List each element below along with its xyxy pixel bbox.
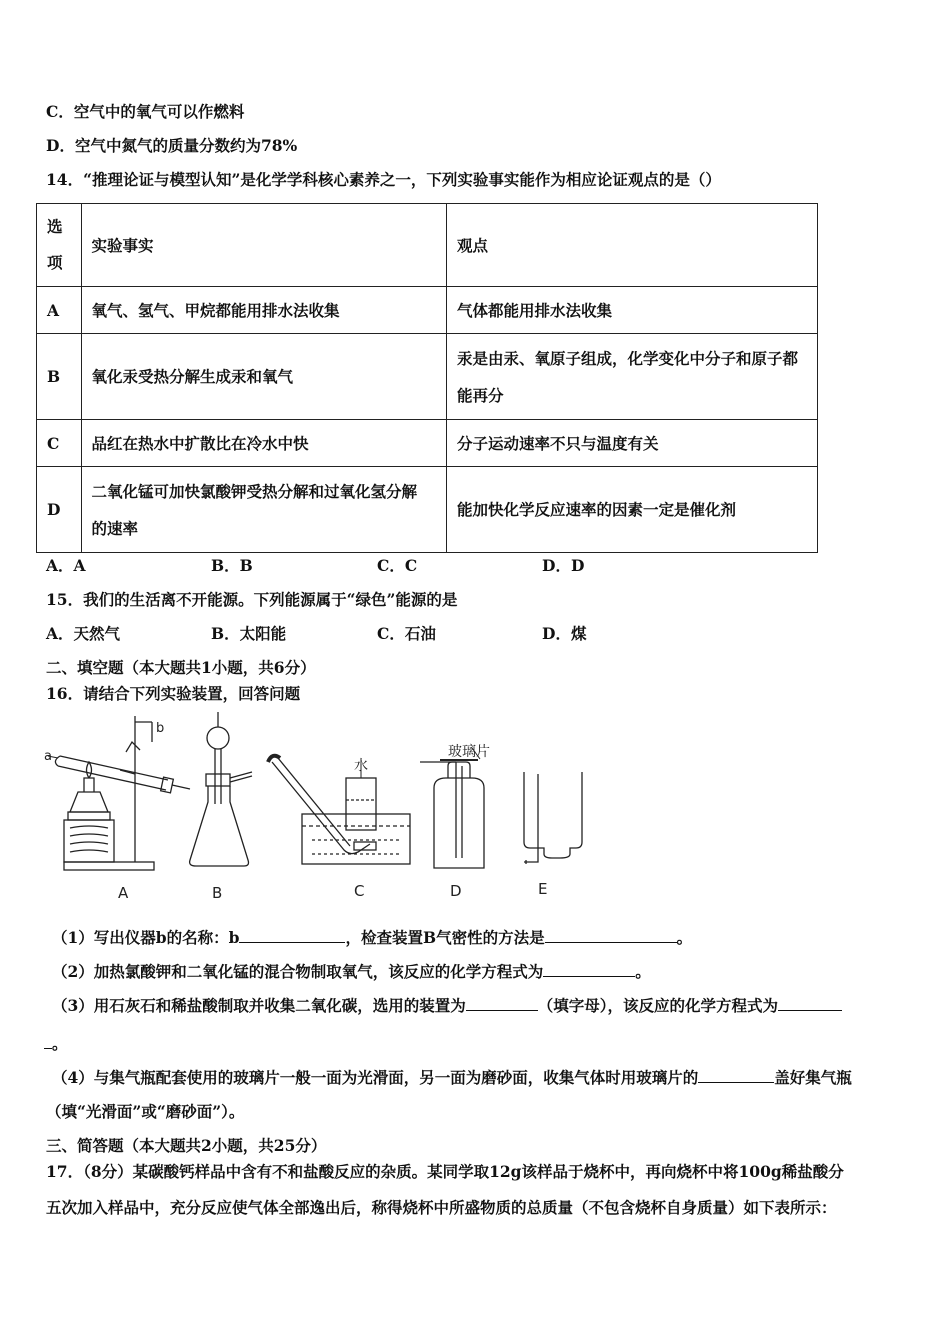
q15-choice-b: B．太阳能 — [211, 624, 287, 643]
answer-blank[interactable] — [545, 926, 677, 943]
q14-table-header — [37, 204, 818, 287]
q16-part1 — [52, 926, 692, 948]
q17-line2: 五次加入样品中，充分反应使气体全部逸出后，称得烧杯中所盛物质的总质量（不包含烧杯自身质量）如下表所示： — [46, 1198, 837, 1217]
label-b: b — [156, 721, 165, 736]
label-water: 水 — [354, 758, 368, 774]
apparatus-c-drawing — [268, 756, 410, 864]
apparatus-d-drawing — [420, 748, 484, 868]
apparatus-b-drawing — [190, 712, 252, 866]
row-option: C — [47, 433, 60, 453]
q13-option-c: C．空气中的氧气可以作燃料 — [46, 102, 245, 121]
apparatus-e-drawing — [524, 772, 582, 864]
q16-part4-text-a: （4）与集气瓶配套使用的玻璃片一般一面为光滑面，另一面为磨砂面，收集气体时用玻璃片的 — [52, 1068, 699, 1087]
q16-part4 — [52, 1066, 852, 1088]
row-view: 分子运动速率不只与温度有关 — [457, 433, 659, 453]
q14-table — [36, 203, 818, 553]
answer-blank[interactable] — [543, 960, 635, 977]
q15-choice-c: C．石油 — [377, 624, 436, 643]
row-option: B — [47, 367, 61, 386]
row-view: 汞是由汞、氧原子组成，化学变化中分子和原子都能再分 — [457, 348, 799, 405]
table-row — [37, 420, 818, 467]
q14-choice-b: B．B — [211, 556, 253, 575]
app-label-c: C — [354, 882, 365, 900]
q15-choice-a: A．天然气 — [46, 624, 121, 643]
q13-option-d: D．空气中氮气的质量分数约为78% — [46, 136, 298, 155]
section2-title: 二、填空题（本大题共1小题，共6分） — [46, 658, 316, 677]
q14-choice-a: A．A — [46, 556, 86, 575]
q16-apparatus-figure — [40, 712, 600, 904]
app-label-a: A — [118, 884, 129, 902]
app-label-b: B — [212, 884, 223, 902]
answer-blank[interactable] — [44, 1032, 52, 1049]
row-fact: 品红在热水中扩散比在冷水中快 — [91, 433, 309, 453]
q15-choice-d: D．煤 — [542, 624, 587, 643]
q16-part4-continued: （填“光滑面”或“磨砂面”）。 — [46, 1102, 245, 1121]
q16-part1-text-c: 。 — [676, 928, 693, 947]
q16-part3-text-b: （填字母），该反应的化学方程式为 — [537, 996, 779, 1015]
q17-line1: 17．（8分）某碳酸钙样品中含有不和盐酸反应的杂质。某同学取12g该样品于烧杯中，再向烧杯中将100g稀盐酸分 — [46, 1162, 844, 1181]
q16-stem: 16．请结合下列实验装置，回答问题 — [46, 684, 301, 703]
app-label-d: D — [450, 882, 462, 900]
apparatus-a-drawing — [48, 716, 190, 870]
row-view: 气体都能用排水法收集 — [457, 300, 613, 320]
q16-part3-text-c: 。 — [52, 1034, 68, 1053]
q14-choice-c: C．C — [377, 556, 418, 575]
answer-blank[interactable] — [698, 1066, 774, 1083]
label-a: a — [44, 749, 52, 764]
q16-part4-text-b: 盖好集气瓶 — [774, 1068, 852, 1087]
q14-choice-d: D．D — [542, 556, 585, 575]
q16-part1-text-b: ，检查装置B气密性的方法是 — [345, 928, 545, 947]
q14-header-view: 观点 — [457, 235, 489, 255]
row-fact: 氧气、氢气、甲烷都能用排水法收集 — [91, 300, 340, 320]
table-row — [37, 334, 818, 420]
row-fact: 二氧化锰可加快氯酸钾受热分解和过氧化氢分解的速率 — [91, 481, 418, 538]
row-option: A — [47, 300, 60, 320]
q15-stem: 15．我们的生活离不开能源。下列能源属于“绿色”能源的是 — [46, 590, 458, 609]
row-fact: 氧化汞受热分解生成汞和氧气 — [91, 367, 294, 386]
q14-header-option: 选项 — [47, 217, 63, 272]
section3-title: 三、简答题（本大题共2小题，共25分） — [46, 1136, 327, 1155]
q16-part3 — [52, 994, 842, 1016]
answer-blank[interactable] — [466, 994, 538, 1011]
q16-part2 — [52, 960, 651, 982]
app-label-e: E — [538, 880, 548, 898]
q16-part2-text-a: （2）加热氯酸钾和二氧化锰的混合物制取氧气，该反应的化学方程式为 — [52, 962, 544, 981]
q16-part3-continued — [44, 1032, 68, 1054]
q16-part3-text-a: （3）用石灰石和稀盐酸制取并收集二氧化碳，选用的装置为 — [52, 996, 466, 1015]
table-row — [37, 467, 818, 553]
row-option: D — [47, 500, 61, 519]
q16-part1-text-a: （1）写出仪器b的名称：b — [52, 928, 240, 947]
answer-blank[interactable] — [778, 994, 842, 1011]
label-glass-plate: 玻璃片 — [448, 744, 490, 760]
q14-header-fact: 实验事实 — [91, 235, 154, 255]
table-row — [37, 287, 818, 334]
q14-stem: 14．“推理论证与模型认知”是化学学科核心素养之一，下列实验事实能作为相应论证观点的是（） — [46, 170, 721, 189]
row-view: 能加快化学反应速率的因素一定是催化剂 — [457, 500, 737, 519]
q16-part2-text-b: 。 — [635, 962, 651, 981]
answer-blank[interactable] — [239, 926, 345, 943]
